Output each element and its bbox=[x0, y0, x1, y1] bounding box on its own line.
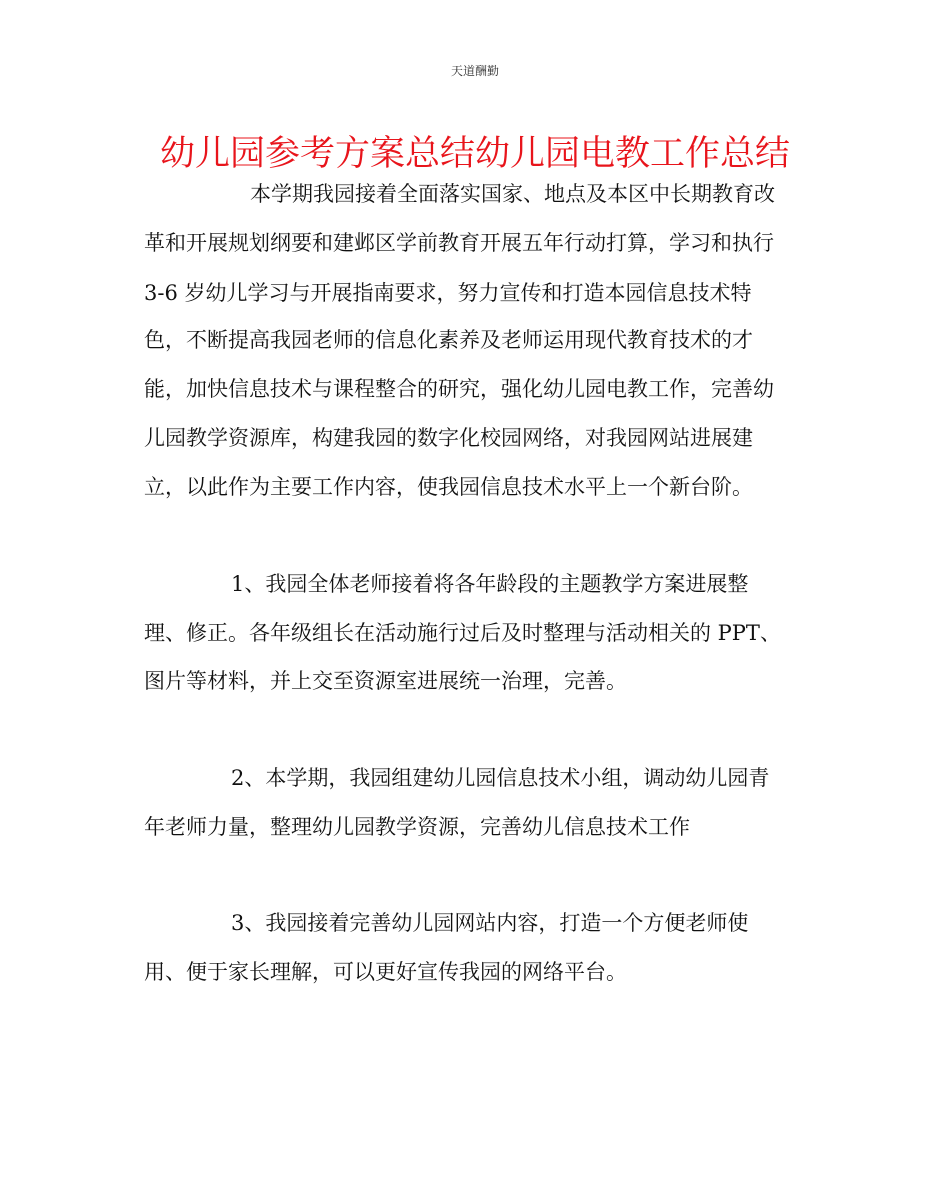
text-line: 儿园教学资源库，构建我园的数字化校园网络，对我园网站进展建 bbox=[144, 426, 753, 450]
text-line: 本学期我园接着全面落实国家、地点及本区中长期教育改 bbox=[250, 182, 775, 206]
text-line: 革和开展规划纲要和建邺区学前教育开展五年行动打算，学习和执行 bbox=[144, 231, 774, 255]
text-line: 1、我园全体老师接着将各年龄段的主题教学方案进展整 bbox=[231, 572, 749, 596]
text-line: 3-6 岁幼儿学习与开展指南要求，努力宣传和打造本园信息技术特 bbox=[144, 281, 752, 305]
text-line: 年老师力量，整理幼儿园教学资源，完善幼儿信息技术工作 bbox=[144, 815, 690, 839]
text-line: 用、便于家长理解，可以更好宣传我园的网络平台。 bbox=[144, 960, 627, 984]
page-header: 天道酬勤 bbox=[450, 64, 499, 78]
text-line: 3、我园接着完善幼儿园网站内容，打造一个方便老师使 bbox=[231, 911, 749, 935]
text-line: 理、修正。各年级组长在活动施行过后及时整理与活动相关的 PPT、 bbox=[144, 621, 781, 645]
document-title: 幼儿园参考方案总结幼儿园电教工作总结 bbox=[159, 134, 790, 174]
text-line: 2、本学期，我园组建幼儿园信息技术小组，调动幼儿园青 bbox=[231, 766, 770, 790]
text-line: 立，以此作为主要工作内容，使我园信息技术水平上一个新台阶。 bbox=[144, 475, 753, 499]
text-line: 图片等材料，并上交至资源室进展统一治理，完善。 bbox=[144, 669, 627, 693]
text-line: 色，不断提高我园老师的信息化素养及老师运用现代教育技术的才 bbox=[144, 328, 753, 352]
text-line: 能，加快信息技术与课程整合的研究，强化幼儿园电教工作，完善幼 bbox=[144, 377, 774, 401]
